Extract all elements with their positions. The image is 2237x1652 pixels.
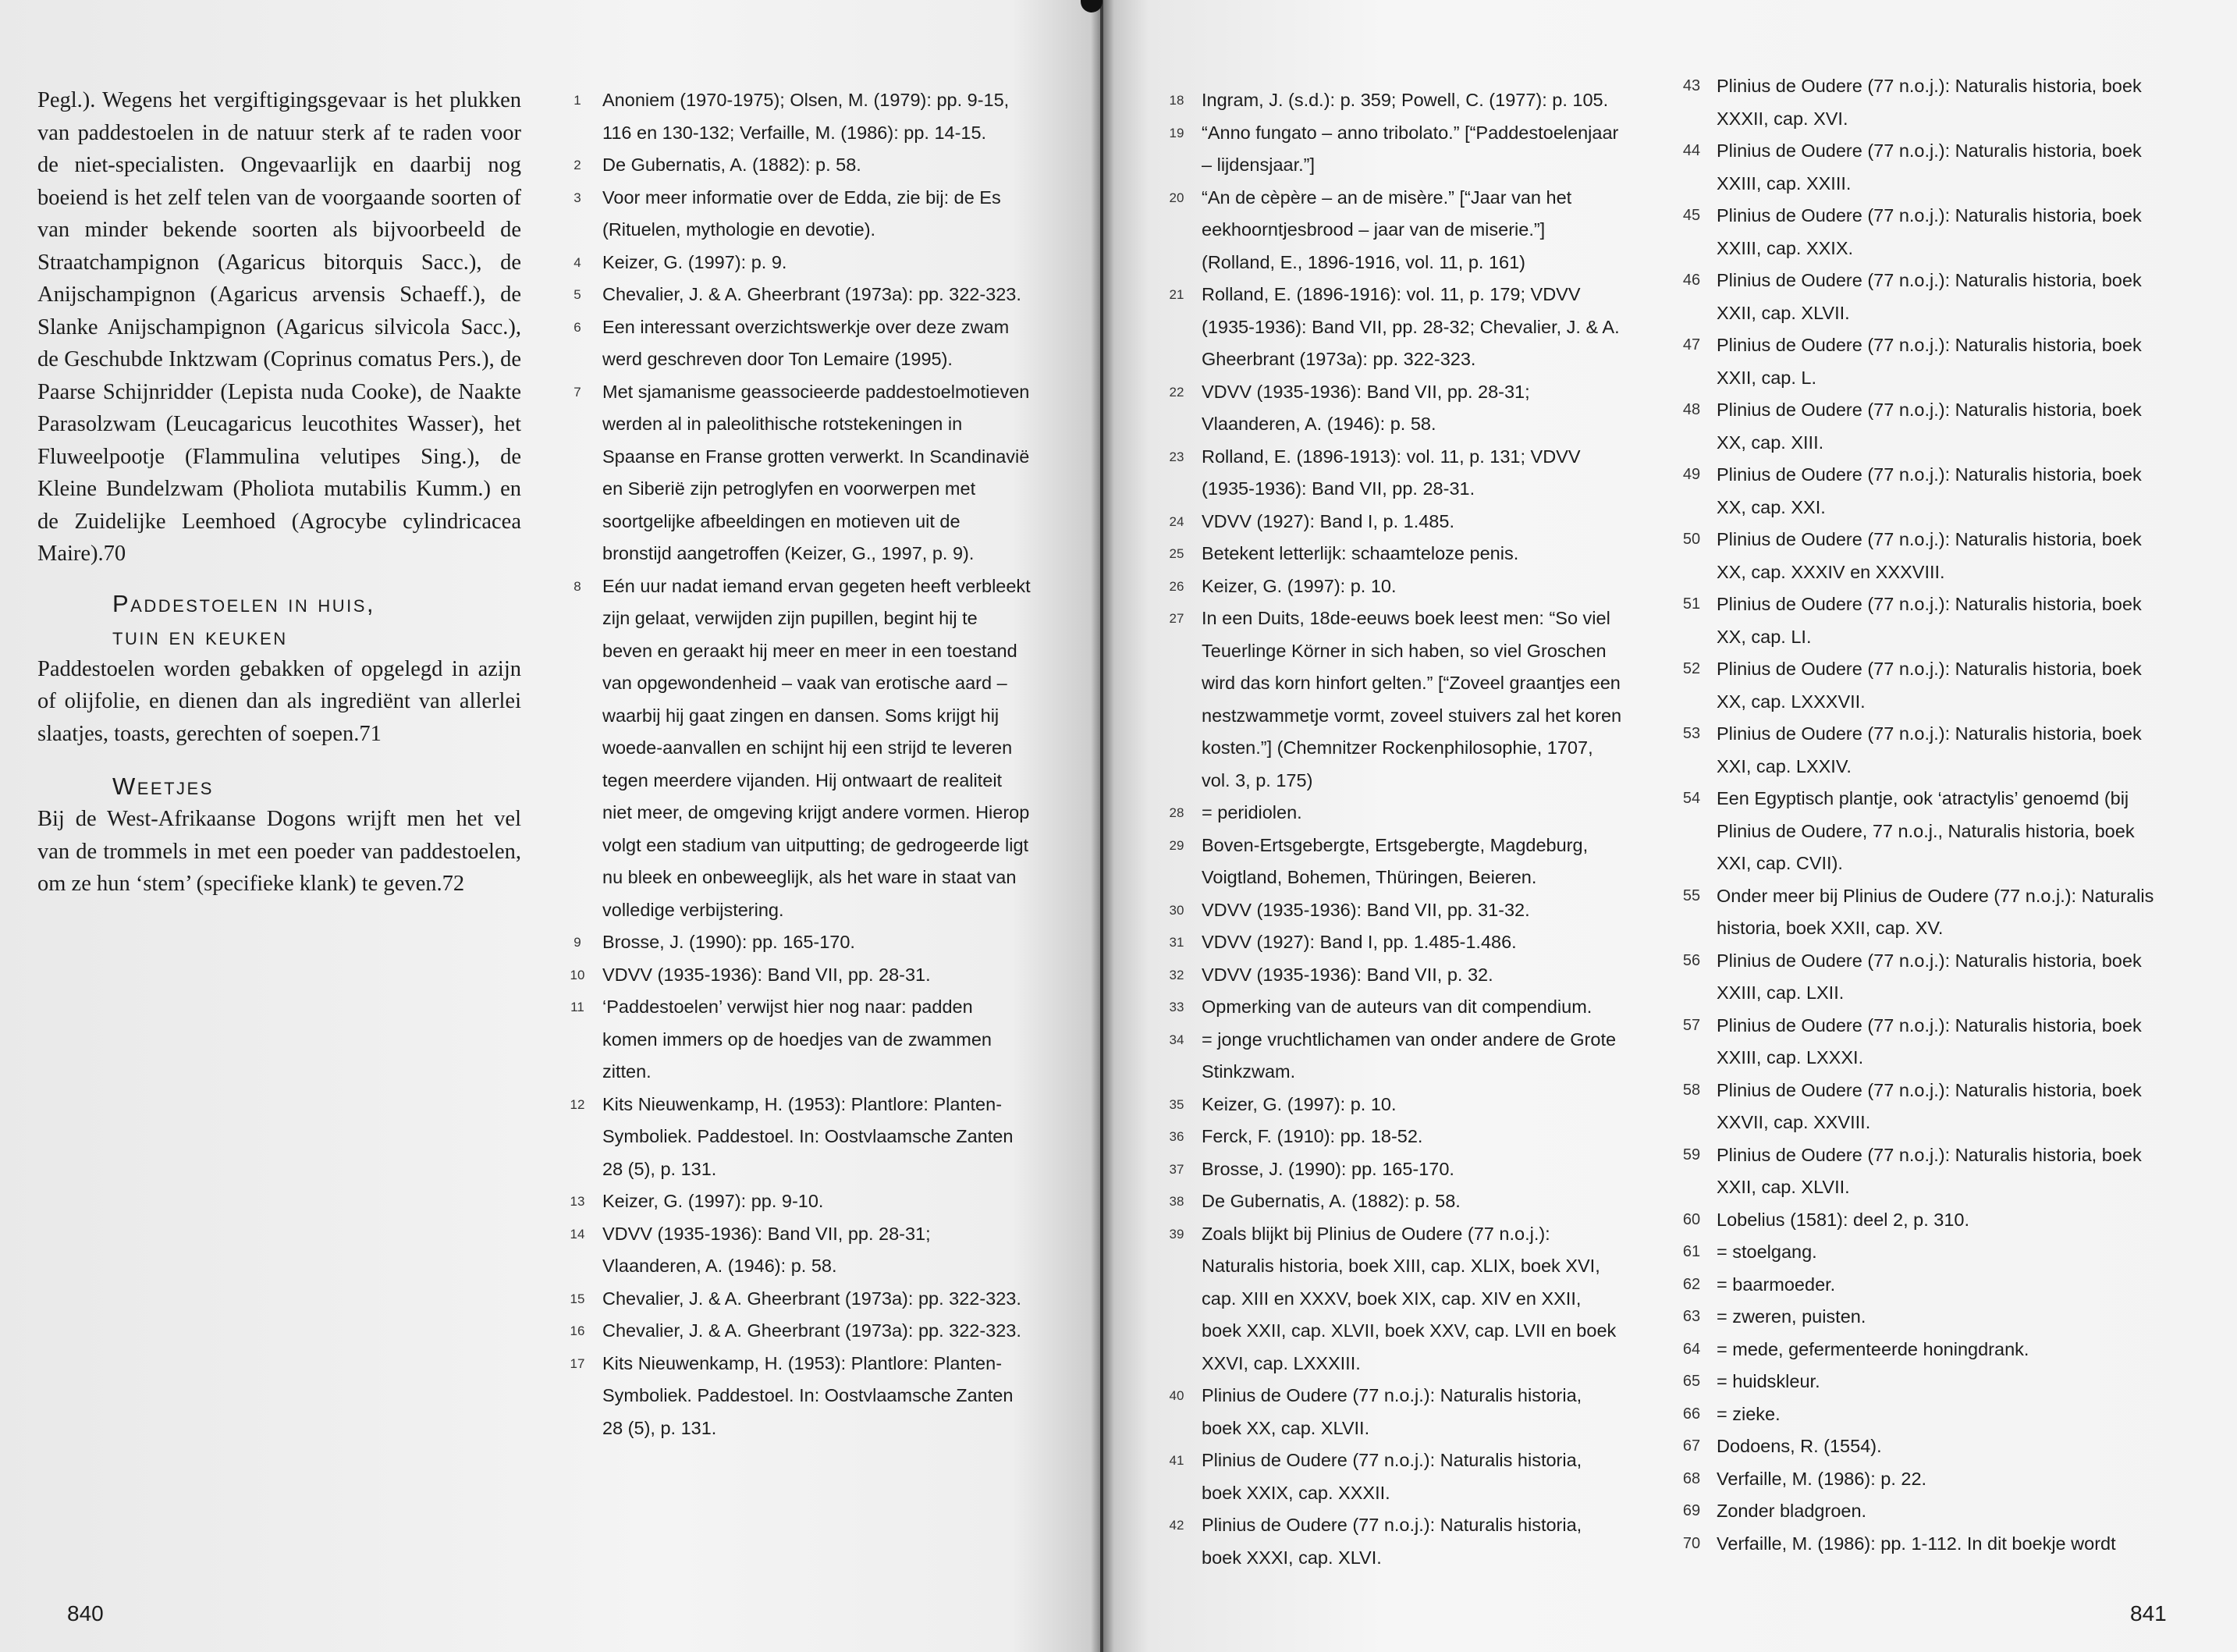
footnote-text: Keizer, G. (1997): p. 10. (1202, 575, 1397, 596)
footnote-number: 16 (570, 1323, 585, 1338)
footnote (1678, 70, 2165, 135)
footnote-number: 27 (1169, 611, 1184, 626)
footnote (1163, 1121, 1623, 1153)
footnote-text: ‘Paddestoelen’ verwijst hier nog naar: padden komen immers op de hoedjes van de zwammen zitten. (602, 997, 992, 1082)
footnote-text: = peridiolen. (1202, 802, 1302, 822)
footnote-number: 65 (1682, 1373, 1701, 1390)
footnote-number: 26 (1169, 578, 1184, 594)
footnote-number: 63 (1682, 1308, 1701, 1325)
footnote-number: 17 (570, 1355, 585, 1371)
right-page (1103, 0, 2237, 1652)
heading-house-garden-kitchen: Paddestoelen in huis, (112, 589, 375, 617)
footnote (563, 1348, 1032, 1445)
footnote-number: 48 (1682, 401, 1701, 418)
footnote-number: 49 (1682, 466, 1701, 483)
footnote-number: 25 (1169, 546, 1184, 561)
footnote (1678, 265, 2165, 329)
footnote-text: Plinius de Oudere (77 n.o.j.): Naturalis historia, boek XXVII, cap. XXVIII. (1717, 1079, 2142, 1132)
footnote (1163, 894, 1623, 927)
footnote-text: Plinius de Oudere (77 n.o.j.): Naturalis historia, boek XX, cap. LXXXVII. (1717, 659, 2142, 712)
footnote-number: 8 (573, 578, 581, 594)
footnote-number: 34 (1169, 1032, 1184, 1047)
footnote-text: Plinius de Oudere (77 n.o.j.): Naturalis historia, boek XX, cap. XIII. (1717, 400, 2142, 453)
footnote-number: 3 (573, 190, 581, 205)
footnote-number: 11 (570, 1000, 584, 1014)
footnote (1678, 1398, 2165, 1431)
paragraph-cultivation: Pegl.). Wegens het vergiftigingsgevaar is het plukken van paddestoelen in de natuur sterk af te raden voor de niet-specialisten. Ongevaarlijk en daarbij nog boeiend is het zelf telen van de voorgaande soorten of van minder bekende soorten als bijvoorbeeld de Straatchampignon (Agaricus bitorquis Sacc.), de Anijschampignon (Agaricus arvensis Schaeff.), de Slanke Anijschampignon (Agaricus silvicola Sacc.), de Geschubde Inktzwam (Coprinus comatus Pers.), de Paarse Schijnridder (Lepista nuda Cooke), de Naakte Parasolzwam (Leucagaricus leucothites Wasser), het Fluweelpootje (Flammulina velutipes Sing.), de Kleine Bundelzwam (Pholiota mutabilis Kumm.) en de Zuidelijke Leemhoed (Agrocybe cylindricacea Maire).70 (37, 88, 521, 566)
footnote (1163, 570, 1623, 603)
footnote-text: Plinius de Oudere (77 n.o.j.): Naturalis historia, boek XXIII, cap. XXIII. (1717, 140, 2142, 194)
footnote (1163, 117, 1623, 182)
notes-column-3 (1678, 70, 2165, 1560)
page-number-left: 840 (67, 1601, 104, 1625)
footnote (1163, 830, 1623, 894)
footnote-number: 40 (1169, 1388, 1184, 1403)
footnote (1678, 1430, 2165, 1463)
footnote (1678, 135, 2165, 200)
footnote-number: 23 (1169, 449, 1184, 464)
footnote-text: Plinius de Oudere (77 n.o.j.): Naturalis historia, boek XXII, cap. XLVII. (1717, 1144, 2142, 1197)
footnote-text: Plinius de Oudere (77 n.o.j.): Naturalis historia, boek XXII, cap. XLVII. (1717, 270, 2142, 323)
footnote (1678, 394, 2165, 459)
footnote-number: 64 (1682, 1340, 1701, 1358)
footnote-text: De Gubernatis, A. (1882): p. 58. (602, 155, 861, 175)
footnote (1678, 1269, 2165, 1302)
footnote (1163, 441, 1623, 506)
footnote-text: Onder meer bij Plinius de Oudere (77 n.o.j.): Naturalis historia, boek XXII, cap. XV. (1717, 885, 2154, 938)
footnote (1163, 959, 1623, 992)
footnote-text: = jonge vruchtlichamen van onder andere de Grote Stinkzwam. (1202, 1029, 1617, 1082)
footnote-number: 21 (1169, 287, 1184, 302)
footnote (1163, 1380, 1623, 1444)
footnote-text: “An de cèpère – an de misère.” [“Jaar van het eekhoorntjesbrood – jaar van de miserie.”] (Rolland, E., 1896-1916, vol. 11, p. 161) (1202, 187, 1572, 272)
footnote-text: Een Egyptisch plantje, ook ‘atractylis’ genoemd (bij Plinius de Oudere, 77 n.o.j., Naturalis historia, boek XXI, cap. CVII). (1717, 788, 2135, 873)
footnote (1163, 991, 1623, 1024)
footnote-text: VDVV (1935-1936): Band VII, pp. 28-31; Vlaanderen, A. (1946): p. 58. (602, 1223, 931, 1276)
footnote-number: 39 (1169, 1226, 1184, 1242)
footnote-number: 38 (1169, 1194, 1184, 1209)
footnote (1678, 1528, 2165, 1561)
footnote-text: Anoniem (1970-1975); Olsen, M. (1979): pp. 9-15, 116 en 130-132; Verfaille, M. (1986): pp. 14-15. (602, 90, 1010, 143)
footnote (1678, 588, 2165, 653)
footnote-number: 10 (570, 967, 585, 982)
footnote-text: Opmerking van de auteurs van dit compendium. (1202, 997, 1593, 1017)
footnote-text: Keizer, G. (1997): pp. 9-10. (602, 1191, 824, 1211)
footnote-text: Brosse, J. (1990): pp. 165-170. (602, 932, 855, 952)
footnote-text: Kits Nieuwenkamp, H. (1953): Plantlore: Planten-Symboliek. Paddestoel. In: Oostvlaamsche Zanten 28 (5), p. 131. (602, 1352, 1014, 1438)
book-gutter (1091, 0, 1114, 1652)
footnote-number: 2 (573, 158, 581, 172)
footnote-text: Ferck, F. (1910): pp. 18-52. (1202, 1126, 1423, 1146)
footnote (1678, 200, 2165, 265)
footnote (1678, 1204, 2165, 1237)
footnote (1163, 538, 1623, 570)
footnote-text: “Anno fungato – anno tribolato.” [“Paddestoelenjaar – lijdensjaar.”] (1202, 122, 1619, 175)
footnote (1678, 653, 2165, 718)
footnote (1163, 797, 1623, 830)
page-number-right: 841 (2130, 1601, 2167, 1625)
footnote-text: Met sjamanisme geassocieerde paddestoelmotieven werden al in paleolithische rotstekeningen in Spaanse en Franse grotten verwerkt. In Scandinavië en Siberië zijn petroglyfen en voorwerpen met soortgelijke afbeeldingen en motieven uit de bronstijd aangetroffen (Keizer, G., 1997, p. 9). (602, 381, 1030, 563)
footnote-number: 19 (1169, 125, 1184, 140)
footnote (1163, 1185, 1623, 1218)
footnote-number: 9 (573, 935, 581, 950)
footnote-text: VDVV (1927): Band I, p. 1.485. (1202, 510, 1454, 531)
footnote-number: 29 (1169, 837, 1184, 853)
footnote-number: 56 (1682, 951, 1701, 969)
footnote (563, 279, 1032, 311)
footnote-number: 5 (573, 287, 581, 302)
footnote-text: VDVV (1935-1936): Band VII, pp. 28-31; Vlaanderen, A. (1946): p. 58. (1202, 381, 1530, 434)
footnote-number: 55 (1682, 886, 1701, 904)
footnote (563, 926, 1032, 959)
footnote-number: 70 (1682, 1534, 1701, 1552)
footnote (1678, 718, 2165, 783)
footnote-number: 52 (1682, 660, 1701, 677)
footnote (563, 1218, 1032, 1283)
footnote-number: 31 (1169, 935, 1184, 950)
footnote-number: 44 (1682, 142, 1701, 159)
footnote-number: 57 (1682, 1016, 1701, 1034)
footnote (1678, 1301, 2165, 1334)
footnote-text: Plinius de Oudere (77 n.o.j.): Naturalis historia, boek XXXII, cap. XVI. (1717, 76, 2142, 129)
footnote (1163, 1089, 1623, 1121)
footnote-text: = huidskleur. (1717, 1371, 1820, 1391)
footnote-number: 7 (573, 384, 581, 400)
footnote-text: Een interessant overzichtswerkje over deze zwam werd geschreven door Ton Lemaire (1995). (602, 316, 1010, 369)
footnote-text: Plinius de Oudere (77 n.o.j.): Naturalis historia, boek XXIII, cap. LXII. (1717, 950, 2142, 1003)
footnote-text: Boven-Ertsgebergte, Ertsgebergte, Magdeburg, Voigtland, Bohemen, Thüringen, Beieren. (1202, 834, 1589, 887)
heading-house-garden-kitchen-line2: tuin en keuken (112, 622, 288, 650)
footnote-number: 33 (1169, 1000, 1184, 1014)
footnote-text: De Gubernatis, A. (1882): p. 58. (1202, 1191, 1461, 1211)
footnote-number: 46 (1682, 272, 1701, 289)
footnote-text: Plinius de Oudere (77 n.o.j.): Naturalis historia, boek XXIX, cap. XXXII. (1202, 1450, 1582, 1503)
footnote-text: Plinius de Oudere (77 n.o.j.): Naturalis historia, boek XX, cap. XXI. (1717, 464, 2142, 517)
footnote (1678, 1075, 2165, 1139)
footnote-text: Plinius de Oudere (77 n.o.j.): Naturalis historia, boek XX, cap. XLVII. (1202, 1385, 1582, 1438)
footnote-number: 12 (570, 1096, 585, 1112)
footnote-number: 30 (1169, 902, 1184, 918)
footnote-text: = mede, gefermenteerde honingdrank. (1717, 1338, 2029, 1359)
footnote (1678, 1463, 2165, 1496)
footnote-text: = zweren, puisten. (1717, 1306, 1866, 1327)
footnote-number: 13 (570, 1194, 585, 1209)
footnote-number: 47 (1682, 336, 1701, 353)
footnote-text: Plinius de Oudere (77 n.o.j.): Naturalis historia, boek XXII, cap. L. (1717, 335, 2142, 388)
paragraph-kitchen: Paddestoelen worden gebakken of opgelegd in azijn of olijfolie, en dienen dan als ingrediënt van allerlei slaatjes, toasts, gerechten of soepen.71 (37, 656, 521, 746)
footnote (1163, 1153, 1623, 1186)
footnote (1163, 926, 1623, 959)
footnote-number: 54 (1682, 790, 1701, 807)
footnote-number: 45 (1682, 207, 1701, 224)
footnote-text: Dodoens, R. (1554). (1717, 1436, 1882, 1456)
footnote-number: 14 (570, 1226, 585, 1242)
footnote (563, 149, 1032, 182)
footnote (1678, 524, 2165, 588)
footnote-text: Plinius de Oudere (77 n.o.j.): Naturalis historia, boek XX, cap. XXXIV en XXXVIII. (1717, 529, 2142, 582)
footnote-text: VDVV (1935-1936): Band VII, pp. 28-31. (602, 964, 931, 985)
footnote-number: 1 (573, 93, 581, 108)
footnote (563, 1185, 1032, 1218)
footnote-number: 37 (1169, 1161, 1184, 1177)
footnote-number: 20 (1169, 190, 1184, 205)
footnote-number: 35 (1169, 1096, 1184, 1112)
footnote-number: 69 (1682, 1502, 1701, 1519)
footnote-text: Zoals blijkt bij Plinius de Oudere (77 n.o.j.): Naturalis historia, boek XIII, cap. XLIX, boek XVI, cap. XIII en XXXV, boek XIX, cap. XIV en XXII, boek XXII, cap. XLVII, boek XXV, cap. LVII en boek XXVI, cap. LXXXIII. (1202, 1223, 1617, 1373)
footnote (1678, 1366, 2165, 1398)
footnote (1163, 506, 1623, 538)
footnote-number: 43 (1682, 77, 1701, 94)
footnote (1678, 880, 2165, 945)
footnote-text: Keizer, G. (1997): p. 9. (602, 251, 787, 272)
footnote (1678, 329, 2165, 394)
footnote-number: 32 (1169, 967, 1184, 982)
footnote-number: 50 (1682, 531, 1701, 548)
footnote-text: Chevalier, J. & A. Gheerbrant (1973a): pp. 322-323. (602, 1320, 1021, 1341)
left-body-column (37, 84, 521, 901)
footnote (563, 376, 1032, 570)
footnote (1678, 459, 2165, 524)
footnote-text: Keizer, G. (1997): p. 10. (1202, 1093, 1397, 1114)
footnote-number: 28 (1169, 805, 1184, 820)
notes-column-1 (563, 84, 1032, 1444)
footnote-number: 18 (1169, 93, 1184, 108)
footnote-number: 6 (573, 319, 581, 335)
left-page (0, 0, 1100, 1652)
footnote (1678, 1495, 2165, 1528)
footnote-number: 60 (1682, 1210, 1701, 1228)
footnote-number: 66 (1682, 1405, 1701, 1423)
footnote-text: Rolland, E. (1896-1913): vol. 11, p. 131; VDVV (1935-1936): Band VII, pp. 28-31. (1202, 446, 1581, 499)
footnote (563, 247, 1032, 279)
footnote (563, 1315, 1032, 1348)
footnote (1678, 1139, 2165, 1204)
footnote-number: 4 (573, 254, 581, 270)
footnote (563, 182, 1032, 247)
footnote (1163, 1024, 1623, 1089)
footnote (563, 991, 1032, 1089)
footnote-text: Eén uur nadat iemand ervan gegeten heeft verbleekt zijn gelaat, verwijden zijn pupillen, begint hij te beven en geraakt hij meer en meer in een toestand van opgewondenheid – vaak van erotische aard – waarbij hij gaat zingen en dansen. Soms krijgt hij woede-aanvallen en schijnt hij een strijd te leveren tegen meerdere vijanden. Hij ontwaart de realiteit niet meer, de omgeving krijgt andere vormen. Hierop volgt een stadium van uitputting; de gedrogeerde ligt nu bleek en onbeweeglijk, als het ware in staat van volledige verbijstering. (602, 575, 1031, 920)
footnote-number: 41 (1169, 1453, 1184, 1468)
notes-column-2 (1163, 84, 1623, 1574)
footnote (563, 570, 1032, 927)
footnote-text: VDVV (1927): Band I, pp. 1.485-1.486. (1202, 932, 1517, 952)
footnote-text: VDVV (1935-1936): Band VII, p. 32. (1202, 964, 1493, 985)
footnote-number: 51 (1682, 595, 1701, 613)
footnote-text: Brosse, J. (1990): pp. 165-170. (1202, 1158, 1454, 1179)
footnote-text: Verfaille, M. (1986): pp. 1-112. In dit boekje wordt (1717, 1533, 2116, 1554)
footnote (1163, 1218, 1623, 1380)
footnote (1163, 84, 1623, 117)
footnote-text: Zonder bladgroen. (1717, 1501, 1867, 1521)
footnote (1163, 376, 1623, 441)
footnote-text: Betekent letterlijk: schaamteloze penis. (1202, 543, 1519, 563)
footnote-number: 22 (1169, 384, 1184, 400)
footnote-number: 68 (1682, 1469, 1701, 1487)
footnote (563, 311, 1032, 376)
footnote-text: = baarmoeder. (1717, 1274, 1836, 1295)
footnote-number: 42 (1169, 1518, 1184, 1533)
footnote-text: Lobelius (1581): deel 2, p. 310. (1717, 1209, 1970, 1230)
footnote (563, 1089, 1032, 1186)
footnote-text: = stoelgang. (1717, 1242, 1817, 1262)
footnote-number: 62 (1682, 1275, 1701, 1293)
footnote (1678, 1010, 2165, 1075)
footnote-number: 59 (1682, 1146, 1701, 1164)
footnote-text: Plinius de Oudere (77 n.o.j.): Naturalis historia, boek XX, cap. LI. (1717, 594, 2142, 647)
footnote-text: = zieke. (1717, 1403, 1781, 1424)
footnote (563, 84, 1032, 149)
footnote (563, 959, 1032, 992)
footnote-text: Kits Nieuwenkamp, H. (1953): Plantlore: Planten-Symboliek. Paddestoel. In: Oostvlaamsche Zanten 28 (5), p. 131. (602, 1093, 1014, 1179)
footnote-text: Chevalier, J. & A. Gheerbrant (1973a): pp. 322-323. (602, 284, 1021, 304)
footnote-number: 61 (1682, 1243, 1701, 1260)
footnote-text: Chevalier, J. & A. Gheerbrant (1973a): pp. 322-323. (602, 1288, 1021, 1309)
footnote (1163, 1509, 1623, 1574)
footnote-number: 67 (1682, 1437, 1701, 1455)
heading-weetjes: Weetjes (112, 773, 214, 800)
footnote-text: Plinius de Oudere (77 n.o.j.): Naturalis historia, boek XXXI, cap. XLVI. (1202, 1515, 1582, 1568)
footnote (1678, 945, 2165, 1010)
footnote-number: 36 (1169, 1129, 1184, 1144)
footnote-text: Voor meer informatie over de Edda, zie bij: de Es (Rituelen, mythologie en devotie). (602, 187, 1001, 240)
footnote-text: Verfaille, M. (1986): p. 22. (1717, 1468, 1927, 1489)
footnote (1163, 279, 1623, 376)
footnote-text: In een Duits, 18de-eeuws boek leest men: “So viel Teuerlinge Körner in sich haben, so viel Groschen wird das korn hinfort gelten.” [“Zoveel graantjes een nestzwammetje vormt, zoveel stuivers zal het koren kosten.”] (Chemnitzer Rockenphilosophie, 1707, vol. 3, p. 175) (1202, 608, 1622, 790)
footnote (1163, 1444, 1623, 1509)
footnote (1678, 1334, 2165, 1366)
footnote (1678, 1236, 2165, 1269)
footnote-number: 15 (570, 1291, 585, 1306)
footnote-number: 53 (1682, 725, 1701, 742)
footnote (563, 1283, 1032, 1316)
footnote-text: Plinius de Oudere (77 n.o.j.): Naturalis historia, boek XXI, cap. LXXIV. (1717, 723, 2142, 776)
footnote-text: Plinius de Oudere (77 n.o.j.): Naturalis historia, boek XXIII, cap. LXXXI. (1717, 1014, 2142, 1068)
footnote (1163, 182, 1623, 279)
footnote (1163, 602, 1623, 797)
footnote-number: 24 (1169, 513, 1184, 529)
footnote (1678, 783, 2165, 880)
footnote-text: Rolland, E. (1896-1916): vol. 11, p. 179; VDVV (1935-1936): Band VII, pp. 28-32; Chevalier, J. & A. Gheerbrant (1973a): pp. 322-323. (1202, 284, 1620, 369)
footnote-number: 58 (1682, 1081, 1701, 1099)
paragraph-weetjes: Bij de West-Afrikaanse Dogons wrijft men het vel van de trommels in met een poeder van paddestoelen, om ze hun ‘stem’ (specifieke klank) te geven.72 (37, 807, 521, 896)
footnote-text: VDVV (1935-1936): Band VII, pp. 31-32. (1202, 899, 1530, 920)
footnote-text: Plinius de Oudere (77 n.o.j.): Naturalis historia, boek XXIII, cap. XXIX. (1717, 205, 2142, 258)
footnote-text: Ingram, J. (s.d.): p. 359; Powell, C. (1977): p. 105. (1202, 90, 1609, 110)
